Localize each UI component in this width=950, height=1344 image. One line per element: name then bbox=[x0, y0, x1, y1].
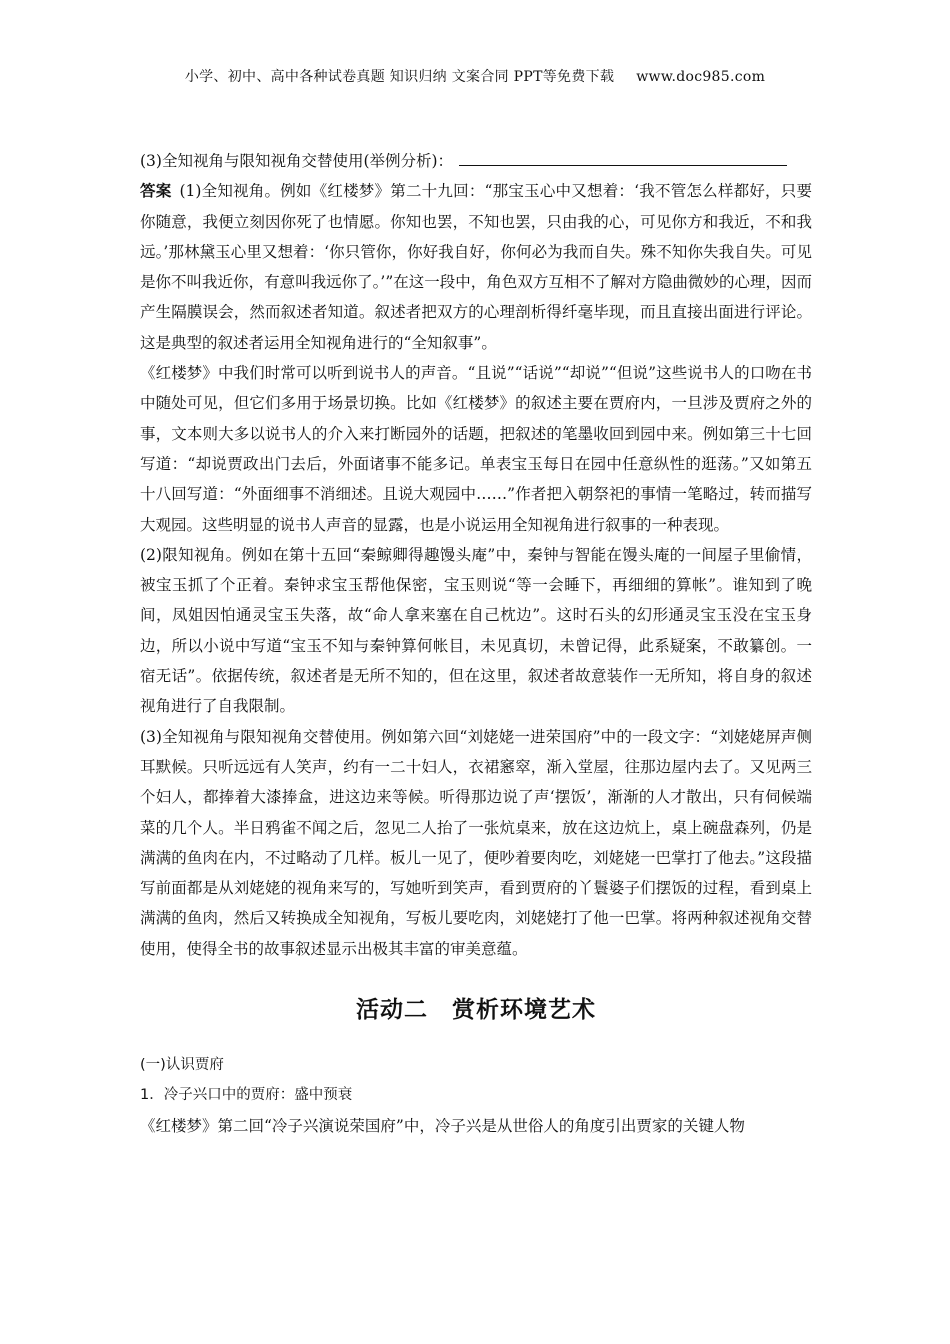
subsection-item-heading: 1．冷子兴口中的贾府：盛中预衰 bbox=[140, 1087, 353, 1104]
page-header bbox=[0, 66, 950, 86]
answer-paragraph-3: (2)限知视角。例如在第十五回“秦鲸卿得趣馒头庵”中，秦钟与智能在馒头庵的一间屋子里偷情，被宝玉抓了个正着。秦钟求宝玉帮他保密，宝玉则说“等一会睡下，再细细的算帐”。谁知到了晚间，凤姐因怕通灵宝玉失落，故“命人拿来塞在自己枕边”。这时石头的幻形通灵宝玉没在宝玉身边，所以小说中写道“宝玉不知与秦钟算何帐目，未见真切，未曾记得，此系疑案，不敢纂创。一宿无话”。依据传统，叙述者是无所不知的，但在这里，叙述者故意装作一无所知，将自身的叙述视角进行了自我限制。 bbox=[140, 545, 812, 716]
header-site-link[interactable]: www.doc985.com bbox=[636, 69, 766, 85]
answer-p1-text: (1)全知视角。例如《红楼梦》第二十九回：“那宝玉心中又想着：‘我不管怎么样都好，只要你随意，我便立刻因你死了也情愿。你知也罢，不知也罢，只由我的心，可见你方和我近，不和我远。’那林黛玉心里又想着：‘你只管你，你好我自好，你何必为我而自失。殊不知你失我自失。可见是你不叫我近你，有意叫我远你了。’”在这一段中，角色双方互相不了解对方隐曲微妙的心理，因而产生隔膜误会，然而叙述者知道。叙述者把双方的心理剖析得纤毫毕现，而且直接出面进行评论。这是典型的叙述者运用全知视角进行的“全知叙事”。 bbox=[140, 182, 812, 352]
question-3 bbox=[140, 146, 812, 176]
answer-blank-line bbox=[459, 147, 787, 166]
question-3-label: (3)全知视角与限知视角交替使用(举例分析)： bbox=[140, 152, 454, 170]
document-body bbox=[140, 146, 812, 1141]
section-paragraph: 《红楼梦》第二回“冷子兴演说荣国府”中，冷子兴是从世俗人的角度引出贾家的关键人物 bbox=[140, 1116, 745, 1135]
subsection-heading: (一)认识贾府 bbox=[140, 1057, 224, 1074]
answer-paragraph-4: (3)全知视角与限知视角交替使用。例如第六回“刘姥姥一进荣国府”中的一段文字：“刘姥姥屏声侧耳默候。只听远远有人笑声，约有一二十妇人，衣裙窸窣，渐入堂屋，往那边屋内去了。又见两三个妇人，都捧着大漆捧盒，进这边来等候。听得那边说了声‘摆饭’，渐渐的人才散出，只有伺候端菜的几个人。半日鸦雀不闻之后，忽见二人抬了一张炕桌来，放在这边炕上，桌上碗盘森列，仍是满满的鱼肉在内，不过略动了几样。板儿一见了，便吵着要肉吃，刘姥姥一巴掌打了他去。”这段描写前面都是从刘姥姥的视角来写的，写她听到笑声，看到贾府的丫鬟婆子们摆饭的过程，看到桌上满满的鱼肉，然后又转换成全知视角，写板儿要吃肉，刘姥姥打了他一巴掌。将两种叙述视角交替使用，使得全书的故事叙述显示出极其丰富的审美意蕴。 bbox=[140, 727, 812, 958]
answer-paragraph-2: 《红楼梦》中我们时常可以听到说书人的声音。“且说”“话说”“却说”“但说”这些说书人的口吻在书中随处可见，但它们多用于场景切换。比如《红楼梦》的叙述主要在贾府内，一旦涉及贾府之外的事，文本则大多以说书人的介入来打断园外的话题，把叙述的笔墨收回到园中来。例如第三十七回写道：“却说贾政出门去后，外面诸事不能多记。单表宝玉每日在园中任意纵性的逛荡。”又如第五十八回写道：“外面细事不消细述。且说大观园中……”作者把入朝祭祀的事情一笔略过，转而描写大观园。这些明显的说书人声音的显露，也是小说运用全知视角进行叙事的一种表现。 bbox=[140, 364, 812, 534]
answer-label: 答案 bbox=[140, 181, 172, 201]
section-title: 活动二 赏析环境艺术 bbox=[356, 996, 596, 1024]
header-text: 小学、初中、高中各种试卷真题 知识归纳 文案合同 PPT等免费下载 bbox=[184, 69, 615, 85]
answer-paragraph-1 bbox=[140, 176, 812, 358]
